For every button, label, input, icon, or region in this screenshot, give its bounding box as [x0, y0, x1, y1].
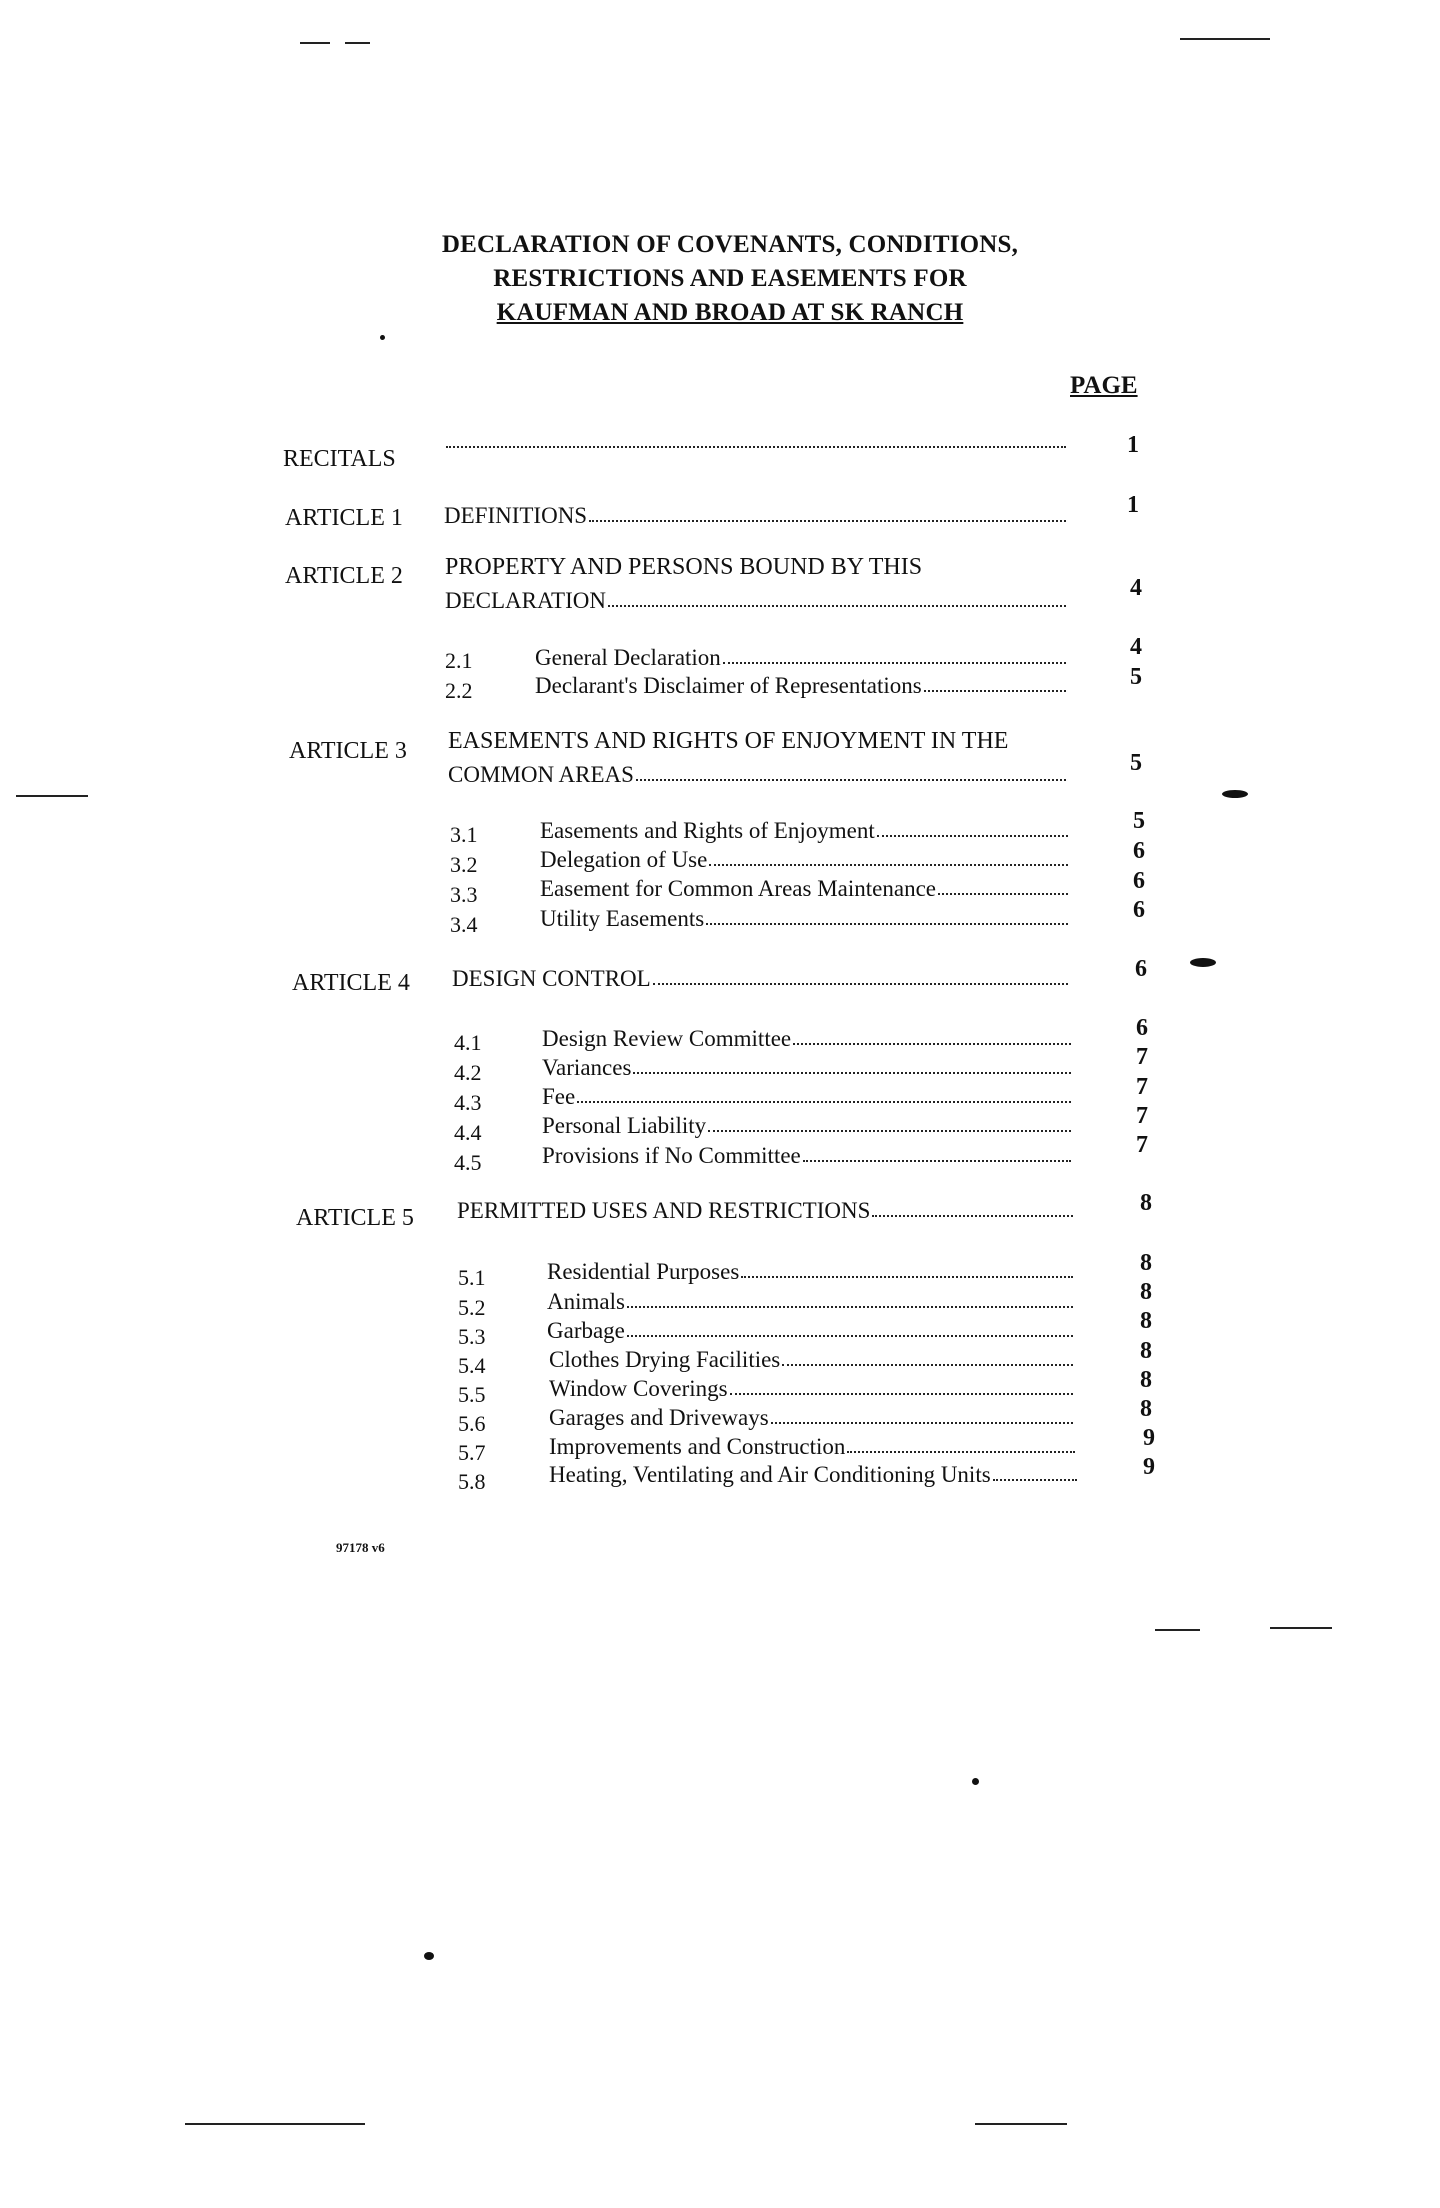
recitals-label: RECITALS	[283, 446, 396, 472]
leader-dots	[633, 1072, 1071, 1074]
title-line-1: DECLARATION OF COVENANTS, CONDITIONS,	[441, 231, 1019, 258]
section-title: Garages and Driveways	[549, 1405, 769, 1430]
article-3-label: ARTICLE 3	[289, 738, 407, 764]
article-4-label: ARTICLE 4	[292, 970, 410, 996]
leader-dots	[589, 520, 1066, 522]
section-page: 7	[1136, 1044, 1148, 1070]
section-number: 4.3	[454, 1090, 482, 1115]
leader-dots	[771, 1422, 1073, 1424]
leader-dots	[924, 690, 1066, 692]
leader-dots	[706, 923, 1068, 925]
scan-dash	[16, 795, 88, 797]
section-number: 5.8	[458, 1469, 486, 1494]
section-title: Easement for Common Areas Maintenance	[540, 876, 936, 901]
section-entry	[535, 645, 1070, 671]
section-entry	[547, 1318, 1077, 1344]
section-page: 8	[1140, 1279, 1152, 1305]
section-entry	[549, 1405, 1077, 1431]
section-number: 3.4	[450, 912, 478, 937]
section-title: Delegation of Use	[540, 847, 708, 872]
section-entry	[549, 1462, 1081, 1488]
section-title: Provisions if No Committee	[542, 1143, 801, 1168]
section-page: 7	[1136, 1132, 1148, 1158]
article-5-page: 8	[1140, 1190, 1152, 1216]
section-entry	[547, 1259, 1077, 1285]
article-2-label: ARTICLE 2	[285, 563, 403, 589]
section-number: 5.4	[458, 1353, 486, 1378]
leader-dots	[730, 1393, 1073, 1395]
section-title: Window Coverings	[549, 1376, 728, 1401]
leader-dots	[723, 662, 1066, 664]
leader-dots	[708, 1130, 1071, 1132]
section-entry	[542, 1084, 1075, 1110]
section-page: 8	[1140, 1250, 1152, 1276]
section-entry	[542, 1113, 1075, 1139]
title-line-3: KAUFMAN AND BROAD AT SK RANCH	[496, 299, 964, 326]
section-page: 9	[1143, 1425, 1155, 1451]
section-number: 4.4	[454, 1120, 482, 1145]
section-number: 5.5	[458, 1382, 486, 1407]
section-entry	[540, 876, 1072, 902]
section-page: 8	[1140, 1308, 1152, 1334]
article-3-page: 5	[1130, 750, 1142, 776]
leader-dots	[709, 864, 1068, 866]
article-2-title: DECLARATION	[445, 588, 606, 613]
scan-dash	[1270, 1627, 1332, 1629]
leader-dots	[782, 1364, 1073, 1366]
section-page: 8	[1140, 1338, 1152, 1364]
article-5-title: PERMITTED USES AND RESTRICTIONS	[457, 1198, 871, 1223]
leader-dots	[627, 1306, 1073, 1308]
section-number: 5.6	[458, 1411, 486, 1436]
section-entry	[549, 1376, 1077, 1402]
section-page: 5	[1130, 664, 1142, 690]
section-entry	[540, 818, 1072, 844]
section-page: 8	[1140, 1396, 1152, 1422]
leader-dots	[627, 1335, 1073, 1337]
article-4-title: DESIGN CONTROL	[452, 966, 651, 991]
section-page: 4	[1130, 634, 1142, 660]
section-page: 7	[1136, 1103, 1148, 1129]
section-entry	[542, 1026, 1075, 1052]
leader-dots	[577, 1101, 1071, 1103]
leader-dots	[877, 835, 1068, 837]
section-page: 6	[1136, 1015, 1148, 1041]
leader-dots	[872, 1215, 1073, 1217]
title-line-2: RESTRICTIONS AND EASEMENTS FOR	[493, 265, 967, 292]
section-page: 9	[1143, 1454, 1155, 1480]
section-title: Design Review Committee	[542, 1026, 792, 1051]
section-entry	[549, 1347, 1077, 1373]
article-1-title: DEFINITIONS	[444, 503, 588, 528]
section-entry	[549, 1434, 1079, 1460]
section-title: Animals	[547, 1289, 625, 1314]
article-3-title-line1: EASEMENTS AND RIGHTS OF ENJOYMENT IN THE	[448, 728, 1009, 754]
leader-dots	[803, 1160, 1071, 1162]
section-page: 6	[1133, 897, 1145, 923]
section-title: Utility Easements	[540, 906, 705, 931]
section-entry	[542, 1055, 1075, 1081]
leader-dots	[847, 1451, 1075, 1453]
leader-dots	[793, 1043, 1071, 1045]
section-number: 5.1	[458, 1265, 486, 1290]
section-title: Improvements and Construction	[549, 1434, 846, 1459]
section-number: 4.2	[454, 1060, 482, 1085]
scan-dash	[300, 42, 330, 44]
article-2-page: 4	[1130, 575, 1142, 601]
scan-speck	[424, 1952, 434, 1960]
section-number: 2.2	[445, 678, 473, 703]
article-4-page: 6	[1135, 956, 1147, 982]
section-title: Residential Purposes	[547, 1259, 740, 1284]
article-1-page: 1	[1127, 492, 1139, 518]
scan-speck	[380, 335, 385, 340]
section-number: 4.5	[454, 1150, 482, 1175]
scan-dash	[1180, 38, 1270, 40]
scan-speck	[972, 1778, 979, 1785]
recitals-entry	[444, 446, 1070, 455]
article-5-label: ARTICLE 5	[296, 1205, 414, 1231]
section-page: 8	[1140, 1367, 1152, 1393]
section-title: General Declaration	[535, 645, 721, 670]
article-1-entry	[444, 503, 1070, 529]
scan-dash	[345, 42, 370, 44]
section-number: 5.3	[458, 1324, 486, 1349]
article-5-entry	[457, 1198, 1077, 1224]
leader-dots	[446, 446, 1066, 448]
document-id: 97178 v6	[336, 1540, 385, 1555]
scan-dash	[975, 2123, 1067, 2125]
section-title: Fee	[542, 1084, 576, 1109]
section-title: Personal Liability	[542, 1113, 707, 1138]
article-4-entry	[452, 966, 1072, 992]
leader-dots	[636, 779, 1066, 781]
leader-dots	[653, 983, 1068, 985]
document-title	[420, 228, 1040, 330]
scan-speck	[1190, 958, 1216, 967]
section-number: 5.7	[458, 1440, 486, 1465]
leader-dots	[993, 1479, 1077, 1481]
section-page: 5	[1133, 808, 1145, 834]
section-title: Garbage	[547, 1318, 625, 1343]
section-title: Declarant's Disclaimer of Representations	[535, 673, 922, 698]
section-number: 5.2	[458, 1295, 486, 1320]
section-number: 4.1	[454, 1030, 482, 1055]
section-title: Easements and Rights of Enjoyment	[540, 818, 875, 843]
article-3-title: COMMON AREAS	[448, 762, 634, 787]
section-number: 3.1	[450, 822, 478, 847]
article-2-entry	[445, 588, 1070, 614]
section-number: 3.3	[450, 882, 478, 907]
section-entry	[547, 1289, 1077, 1315]
section-entry	[535, 673, 1070, 699]
section-number: 3.2	[450, 852, 478, 877]
section-page: 6	[1133, 868, 1145, 894]
leader-dots	[741, 1276, 1073, 1278]
article-1-label: ARTICLE 1	[285, 505, 403, 531]
section-entry	[542, 1143, 1075, 1169]
scan-dash	[1155, 1629, 1200, 1631]
page-column-header: PAGE	[1070, 372, 1138, 399]
section-page: 6	[1133, 838, 1145, 864]
scan-dash	[185, 2123, 365, 2125]
recitals-page: 1	[1127, 432, 1139, 458]
section-entry	[540, 847, 1072, 873]
section-title: Heating, Ventilating and Air Conditioning Units	[549, 1462, 991, 1487]
leader-dots	[608, 605, 1066, 607]
article-2-title-line1: PROPERTY AND PERSONS BOUND BY THIS	[445, 554, 923, 580]
section-number: 2.1	[445, 648, 473, 673]
section-entry	[540, 906, 1072, 932]
leader-dots	[938, 893, 1068, 895]
section-page: 7	[1136, 1074, 1148, 1100]
section-title: Variances	[542, 1055, 632, 1080]
article-3-entry	[448, 762, 1070, 788]
scan-speck	[1222, 790, 1248, 798]
section-title: Clothes Drying Facilities	[549, 1347, 781, 1372]
